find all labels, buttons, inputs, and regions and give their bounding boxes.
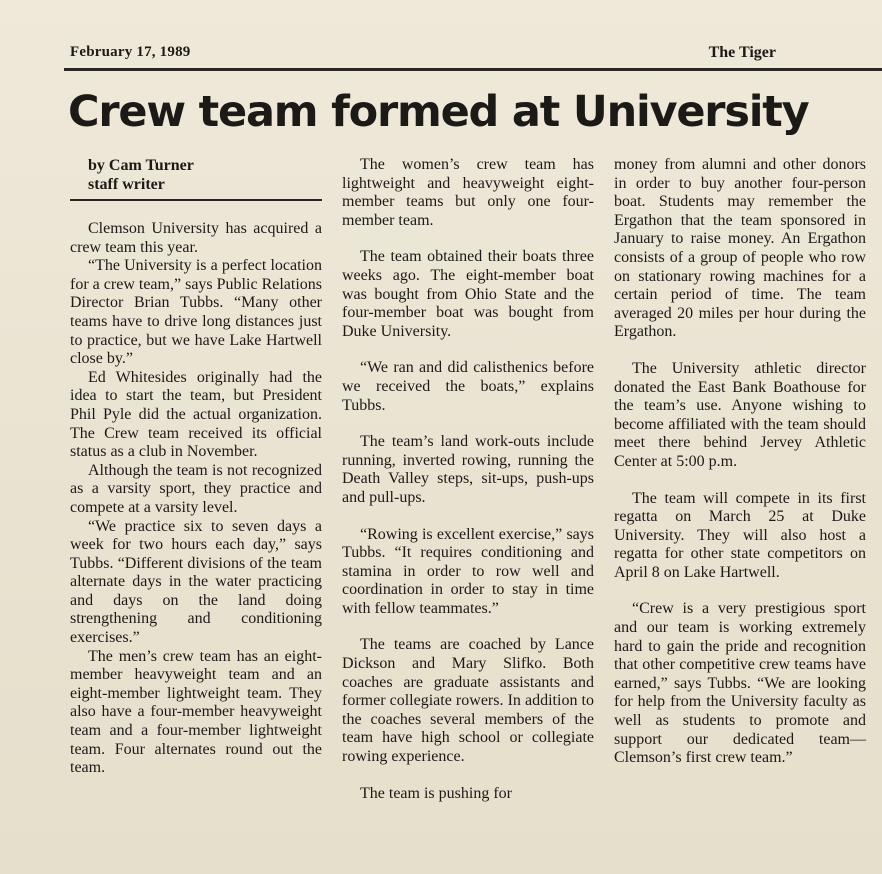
byline-author: by Cam Turner [88,157,194,174]
byline-rule [70,199,322,201]
paragraph: money from alumni and other donors in order to buy another four-person boat. Students may remember the Ergathon that the team sponsored in January to raise money. An Ergathon consists of a group of people who row on stationary rowing machines for a certain period of time. The team averaged 20 miles per hour during the Ergathon. [614,156,866,341]
byline [88,156,194,194]
header-rule [64,68,882,71]
article-headline: Crew team formed at University [68,87,809,137]
paragraph: The team is pushing for [360,784,512,802]
byline-role: staff writer [88,176,165,193]
paragraph: Clemson University has acquired a crew team this year. [70,220,322,256]
paragraph: “Crew is a very prestigious sport and our team is working extremely hard to gain the pride and recognition that other competitive crew teams have earned,” says Tubbs. “We are looking for help from the University faculty as well as students to promote and support our dedicated team—Clemson’s first crew team.” [614,600,866,767]
article-column-2 [342,156,594,803]
paragraph: “Rowing is excellent exercise,” says Tubbs. “It requires conditioning and stamina in order to row well and coordination in order to stay in time with fellow teammates.” [342,525,594,617]
paragraph: The teams are coached by Lance Dickson and Mary Slifko. Both coaches are graduate assistants and former collegiate rowers. In addition to the coaches several members of the team have high school or collegiate rowing experience. [342,636,594,766]
paragraph: Although the team is not recognized as a varsity sport, they practice and compete at a varsity level. [70,461,322,516]
paragraph: The men’s crew team has an eight-member heavyweight team and an eight-member lightweight team. They also have a four-member heavyweight team and a four-member lightweight team. Four alternates round out the team. [70,647,322,777]
paragraph: The University athletic director donated the East Bank Boathouse for the team’s use. Anyone wishing to become affiliated with the team should meet there behind Jervey Athletic Center at 5:00 p.m. [614,359,866,470]
issue-date: February 17, 1989 [70,44,191,60]
article-column-3 [614,156,866,768]
paragraph: “We practice six to seven days a week for two hours each day,” says Tubbs. “Different divisions of the team alternate days in the water practicing and days on the land doing strengthening and conditioning exercises.” [70,517,322,647]
newspaper-name: The Tiger [708,44,776,61]
paragraph: The team obtained their boats three weeks ago. The eight-member boat was bought from Ohio State and the four-member boat was bought from Duke University. [342,248,594,340]
paragraph: “We ran and did calisthenics before we received the boats,” explains Tubbs. [342,359,594,414]
paragraph: Ed Whitesides originally had the idea to start the team, but President Phil Pyle did the actual organization. The Crew team received its official status as a club in November. [70,368,322,461]
paragraph: The women’s crew team has lightweight and heavyweight eight-member teams but only one four-member team. [342,156,594,229]
paragraph: The team’s land work-outs include running, inverted rowing, running the Death Valley steps, sit-ups, push-ups and pull-ups. [342,433,594,506]
article-column-1 [70,220,322,778]
paragraph: The team will compete in its first regatta on March 25 at Duke University. They will also host a regatta for other state competitors on April 8 on Lake Hartwell. [614,489,866,581]
paragraph: “The University is a perfect location for a crew team,” says Public Relations Director Brian Tubbs. “Many other teams have to drive long distances just to practice, but we have Lake Hartwell close by.” [70,257,322,368]
